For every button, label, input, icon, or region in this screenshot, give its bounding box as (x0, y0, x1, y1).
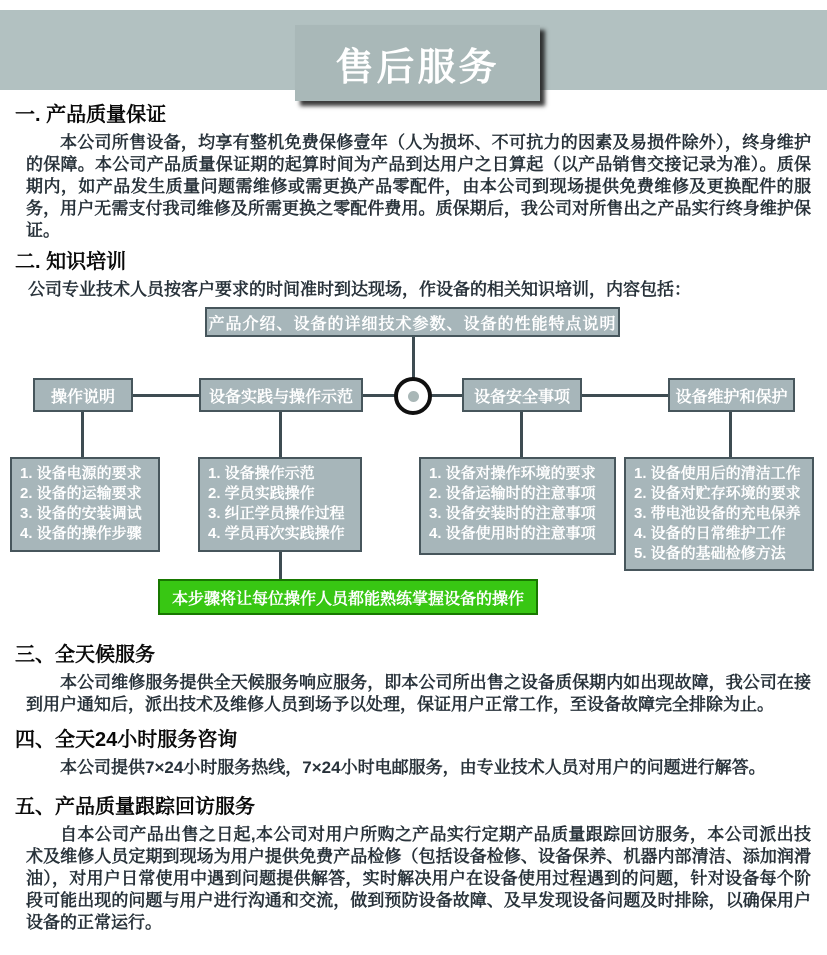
section1-paragraph: 本公司所售设备，均享有整机免费保修壹年（人为损坏、不可抗力的因素及易损件除外），终身维护的保障。本公司产品质量保证期的起算时间为产品到达用户之日算起（以产品销售交接记录为准）。质保期内，如产品发生质量问题需维修或需更换产品零配件，由本公司到现场提供免费维修及更换配件的服务，用户无需支付我司维修及所需更换之零配件费用。质保期后，我公司对所售出之产品实行终身维护保证。 (26, 133, 811, 240)
list-item: 1. 设备电源的要求 (20, 465, 142, 482)
section4-prefix: 本公司提供 (60, 758, 145, 777)
title-box (295, 25, 540, 101)
section4-suffix: ，由专业技术人员对用户的问题进行解答。 (442, 758, 766, 777)
junction-dot-icon (408, 391, 419, 402)
list-box-practice (198, 457, 362, 552)
list-item: 3. 纠正学员操作过程 (208, 505, 345, 522)
list-item: 1. 设备操作示范 (208, 465, 315, 482)
flowchart-note-box: 本步骤将让每位操作人员都能熟练掌握设备的操作 (158, 579, 538, 615)
section5-paragraph: 自本公司产品出售之日起,本公司对用户所购之产品实行定期产品质量跟踪回访服务，本公司派出技术及维修人员定期到现场为用户提供免费产品检修（包括设备检修、设备保养、机器内部清洁、添加润滑油），对用户日常使用中遇到问题提供解答，实时解决用户在设备使用过程遇到的问题，针对设备每个阶段可能出现的问题与用户进行沟通和交流，做到预防设备故障、及早发现设备问题及时排除，以确保用户设备的正常运行。 (26, 825, 811, 932)
list-item: 1. 设备使用后的清洁工作 (634, 465, 801, 482)
branch-box-safety: 设备安全事项 (462, 378, 582, 412)
list-item: 3. 设备的安装调试 (20, 505, 142, 522)
page-title: 售后服务 (335, 46, 500, 89)
branch-box-practice: 设备实践与操作示范 (199, 378, 363, 412)
list-item: 2. 学员实践操作 (208, 485, 315, 502)
section5-heading: 五、产品质量跟踪回访服务 (15, 796, 255, 818)
junction-circle-icon (394, 377, 432, 415)
connector-branch2-vertical (520, 412, 523, 457)
branch-box-operation: 操作说明 (33, 378, 133, 412)
list-item: 1. 设备对操作环境的要求 (429, 465, 596, 482)
list-item: 4. 设备使用时的注意事项 (429, 525, 596, 542)
section4-paragraph (26, 757, 811, 779)
list-item: 4. 学员再次实践操作 (208, 525, 345, 542)
list-item: 2. 设备运输时的注意事项 (429, 485, 596, 502)
flowchart-root-box: 产品介绍、设备的详细技术参数、设备的性能特点说明 (205, 307, 620, 337)
list-item: 5. 设备的基础检修方法 (634, 545, 786, 562)
section3-paragraph: 本公司维修服务提供全天候服务响应服务，即本公司所出售之设备质保期内如出现故障，我公司在接到用户通知后，派出技术及维修人员到场予以处理，保证用户正常工作，至设备故障完全排除为止。 (26, 673, 811, 714)
section4-highlight: 7×24小时服务热线，7×24小时电邮服务 (145, 758, 443, 777)
list-box-operation (10, 457, 160, 552)
connector-note-vertical (279, 552, 282, 579)
header-band (0, 10, 827, 90)
section3-heading: 三、全天候服务 (15, 644, 155, 666)
connector-branch0-vertical (81, 412, 84, 457)
connector-horizontal-c (431, 394, 462, 397)
list-item: 3. 设备安装时的注意事项 (429, 505, 596, 522)
section2-intro: 公司专业技术人员按客户要求的时间准时到达现场，作设备的相关知识培训，内容包括： (28, 280, 691, 299)
list-box-safety (419, 457, 616, 555)
list-item: 3. 带电池设备的充电保养 (634, 505, 801, 522)
connector-branch3-vertical (729, 412, 732, 457)
training-flowchart (0, 307, 827, 619)
list-item: 2. 设备的运输要求 (20, 485, 142, 502)
list-box-maintenance (624, 457, 814, 571)
list-item: 4. 设备的日常维护工作 (634, 525, 786, 542)
section4-heading: 四、全天24小时服务咨询 (15, 729, 238, 751)
connector-horizontal-a (133, 394, 199, 397)
section1-heading: 一. 产品质量保证 (15, 104, 167, 126)
connector-horizontal-b (363, 394, 395, 397)
connector-horizontal-d (582, 394, 668, 397)
list-item: 4. 设备的操作步骤 (20, 525, 142, 542)
section2-heading: 二. 知识培训 (15, 251, 127, 273)
branch-box-maintenance: 设备维护和保护 (668, 378, 795, 412)
connector-root-vertical (412, 337, 415, 380)
connector-branch1-vertical (279, 412, 282, 457)
list-item: 2. 设备对贮存环境的要求 (634, 485, 801, 502)
